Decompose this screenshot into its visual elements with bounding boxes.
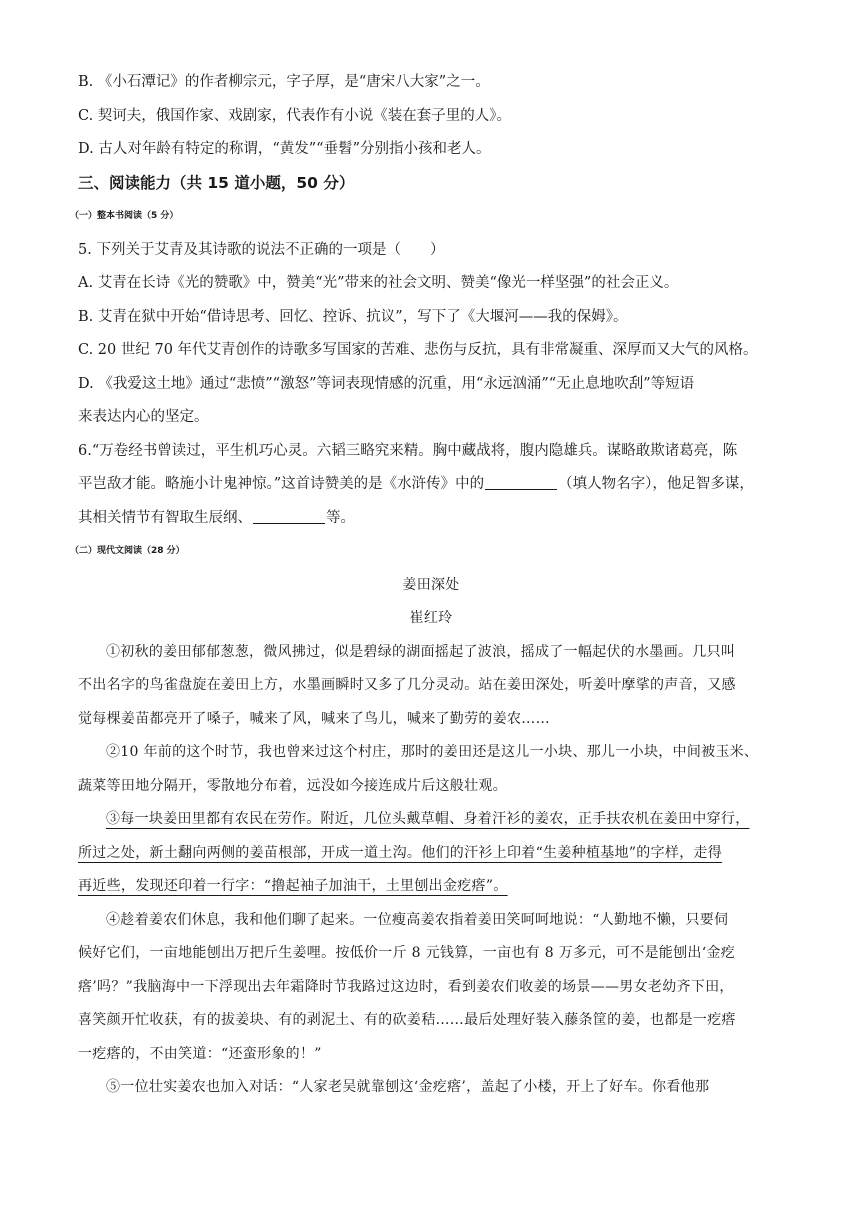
paragraph-4-line-2: 候好它们，一亩地能刨出万把斤生姜哩。按低价一斤 8 元钱算，一亩也有 8 万多元，可不是能刨出‘金疙 [78, 945, 736, 961]
q5-option-b: B. 艾青在狱中开始“借诗思考、回忆、控诉、抗议”，写下了《大堰河——我的保姆》。 [78, 308, 628, 325]
part1-title: （一）整本书阅读（5 分） [70, 211, 179, 221]
q6-line3-tail: 等。 [326, 509, 355, 526]
q6-line3 [78, 502, 784, 536]
article-author: 崔红玲 [409, 610, 453, 626]
paragraph-4-line-3: 瘩’吗？”我脑海中一下浮现出去年霜降时节我路过这边时，看到姜农们收姜的场景——男女老幼齐下田， [78, 978, 734, 995]
answer-blank-2[interactable] [253, 509, 325, 524]
paragraph-1-line-2: 不出名字的鸟雀盘旋在姜田上方，水墨画瞬时又多了几分灵动。站在姜田深处，听姜叶摩挲的声音，又感 [78, 677, 736, 693]
q6-line3-text: 其相关情节有智取生辰纲、 [78, 509, 252, 526]
section3-title: 三、阅读能力（共 15 道小题，50 分） [78, 173, 355, 192]
article-title: 姜田深处 [402, 576, 460, 593]
part2-title: （二）现代文阅读（28 分） [70, 546, 185, 556]
answer-blank-1[interactable] [485, 475, 557, 490]
paragraph-3-line-2: 所过之处，新土翻向两侧的姜苗根部，开成一道土沟。他们的汗衫上印着“生姜种植基地”的字样，走得 [78, 844, 723, 861]
exam-page [70, 66, 784, 1105]
paragraph-3-line-3: 再近些，发现还印着一行字：“撸起袖子加油干，土里刨出金疙瘩”。 [78, 878, 508, 894]
paragraph-4-line-4: 喜笑颜开忙收获，有的拔姜块、有的剥泥土、有的砍姜秸……最后处理好装入藤条筐的姜，也都是一疙瘩 [78, 1012, 736, 1028]
q6-line2-text: 平岂敌才能。略施小计鬼神惊。”这首诗赞美的是《水浒传》中的 [78, 476, 485, 492]
q5-option-a: A. 艾青在长诗《光的赞歌》中，赞美“光”带来的社会文明、赞美“像光一样坚强”的社会正义。 [78, 275, 679, 291]
paragraph-4-line-1: ④趁着姜农们休息，我和他们聊了起来。一位瘦高姜农指着姜田笑呵呵地说：“人勤地不懒，只要伺 [106, 911, 729, 928]
paragraph-2-line-1: ②10 年前的这个时节，我也曾来过这个村庄，那时的姜田还是这儿一小块、那儿一小块，中间被玉米、 [106, 744, 759, 760]
paragraph-2-line-2: 蔬菜等田地分隔开，零散地分布着，远没如今接连成片后这般壮观。 [78, 777, 507, 794]
q5-option-d-line1: D. 《我爱这土地》通过“悲愤”“激怒”等词表现情感的沉重，用“永远汹涌”“无止息地吹刮”等短语 [78, 375, 695, 392]
q4-option-b: B. 《小石潭记》的作者柳宗元，字子厚，是“唐宋八大家”之一。 [78, 74, 490, 90]
paragraph-1-line-3: 觉每棵姜苗都亮开了嗓子，喊来了风，喊来了鸟儿，喊来了勤劳的姜农…… [78, 710, 550, 727]
q6-line1: 6.“万卷经书曾读过，平生机巧心灵。六韬三略究来精。胸中藏战将，腹内隐雄兵。谋略敢欺诸葛亮，陈 [78, 442, 738, 459]
q5-stem: 5. 下列关于艾青及其诗歌的说法不正确的一项是（ ） [78, 241, 445, 258]
q5-option-d-line2: 来表达内心的坚定。 [78, 409, 209, 425]
q4-option-d: D. 古人对年龄有特定的称谓，“黄发”“垂髫”分别指小孩和老人。 [78, 141, 491, 157]
q6-line2-tail: （填人物名字），他足智多谋， [558, 476, 754, 492]
q5-option-c: C. 20 世纪 70 年代艾青创作的诗歌多写国家的苦难、悲伤与反抗，具有非常凝重、深厚而又大气的风格。 [78, 342, 758, 358]
q4-option-c: C. 契诃夫，俄国作家、戏剧家，代表作有小说《装在套子里的人》。 [78, 107, 512, 124]
q6-line2 [78, 468, 784, 502]
paragraph-3-line-1: ③每一块姜田里都有农民在劳作。附近，几位头戴草帽、身着汗衫的姜农，正手扶农机在姜田中穿行， [106, 811, 750, 827]
paragraph-5-line-1: ⑤一位壮实姜农也加入对话：“人家老吴就靠刨这‘金疙瘩’，盖起了小楼，开上了好车。你看他那 [106, 1079, 710, 1095]
paragraph-4-line-5: 一疙瘩的，不由笑道：“还蛮形象的！” [78, 1045, 322, 1062]
paragraph-1-line-1: ①初秋的姜田郁郁葱葱，微风拂过，似是碧绿的湖面摇起了波浪，摇成了一幅起伏的水墨画。几只叫 [106, 643, 736, 660]
